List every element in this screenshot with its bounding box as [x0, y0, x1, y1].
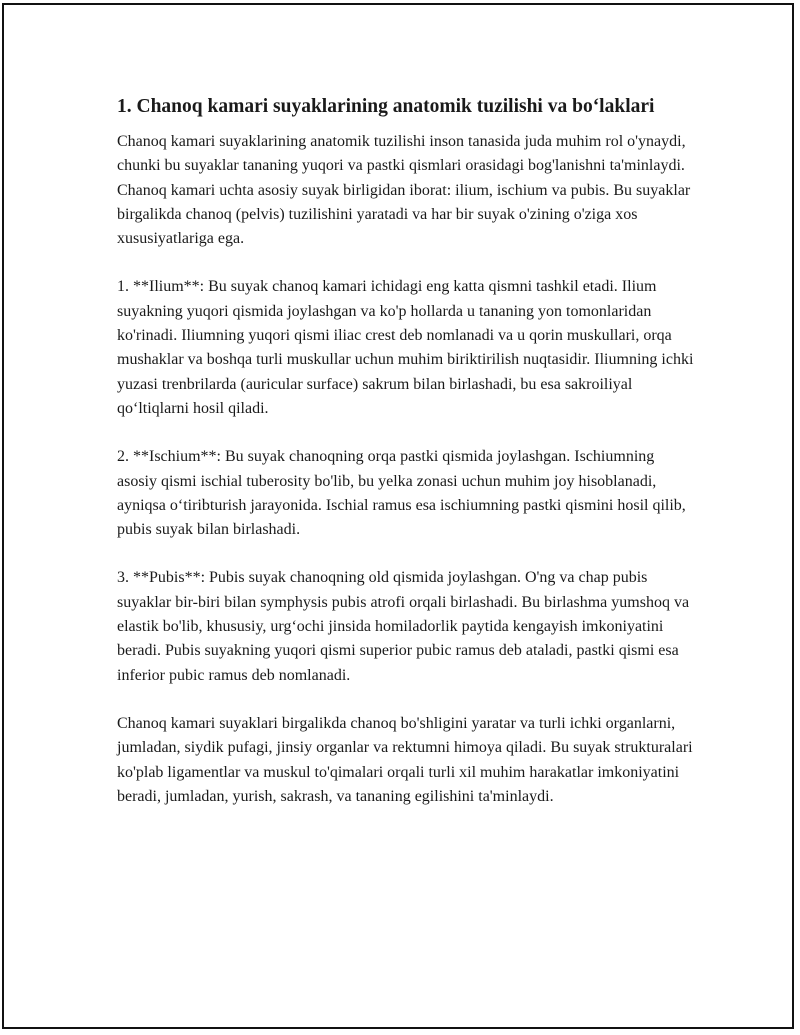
paragraph-ilium: 1. **Ilium**: Bu suyak chanoq kamari ichidagi eng katta qismni tashkil etadi. Ilium suyakning yuqori qismida joylashgan va ko'p hollarda u tananing yon tomonlaridan ko'rinadi. Iliumning yuqori qismi iliac crest deb nomlanadi va u qorin muskullari, orqa mushaklar va boshqa turli muskullar uchun muhim biriktirilish nuqtasidir. Iliumning ichki yuzasi trenbrilarda (auricular surface) sakrum bilan birlashadi, bu esa sakroiliyal qo‘ltiqlarni hosil qiladi.	[117, 278, 694, 417]
paragraph-pubis: 3. **Pubis**: Pubis suyak chanoqning old qismida joylashgan. O'ng va chap pubis suyaklar bir-biri bilan symphysis pubis atrofi orqali birlashadi. Bu birlashma yumshoq va elastik bo'lib, khususiy, urg‘ochi jinsida homiladorlik paytida kengayish imkoniyatini beradi. Pubis suyakning yuqori qismi superior pubic ramus deb ataladi, pastki qismi esa inferior pubic ramus deb nomlanadi.	[117, 569, 690, 684]
document-title: 1. Chanoq kamari suyaklarining anatomik tuzilishi va bo‘laklari	[117, 96, 655, 117]
paragraph-ischium: 2. **Ischium**: Bu suyak chanoqning orqa pastki qismida joylashgan. Ischiumning asosiy qismi ischial tuberosity bo'lib, bu yelka zonasi uchun muhim joy hisoblanadi, ayniqsa o‘tiribturish jarayonida. Ischial ramus esa ischiumning pastki qismini hosil qilib, pubis suyak bilan birlashadi.	[117, 448, 686, 539]
document-body	[117, 94, 697, 833]
paragraph-conclusion: Chanoq kamari suyaklari birgalikda chanoq bo'shligini yaratar va turli ichki organlarni, jumladan, siydik pufagi, jinsiy organlar va rektumni himoya qiladi. Bu suyak strukturalari ko'plab ligamentlar va muskul to'qimalari orqali turli xil muhim harakatlar imkoniyatini beradi, jumladan, yurish, sakrash, va tananing egilishini ta'minlaydi.	[117, 714, 693, 805]
paragraph-intro: Chanoq kamari suyaklarining anatomik tuzilishi inson tanasida juda muhim rol o'ynaydi, chunki bu suyaklar tananing yuqori va pastki qismlari orasidagi bog'lanishni ta'minlaydi. Chanoq kamari uchta asosiy suyak birligidan iborat: ilium, ischium va pubis. Bu suyaklar birgalikda chanoq (pelvis) tuzilishini yaratadi va har bir suyak o'zining o'ziga xos xususiyatlariga ega.	[117, 133, 691, 248]
